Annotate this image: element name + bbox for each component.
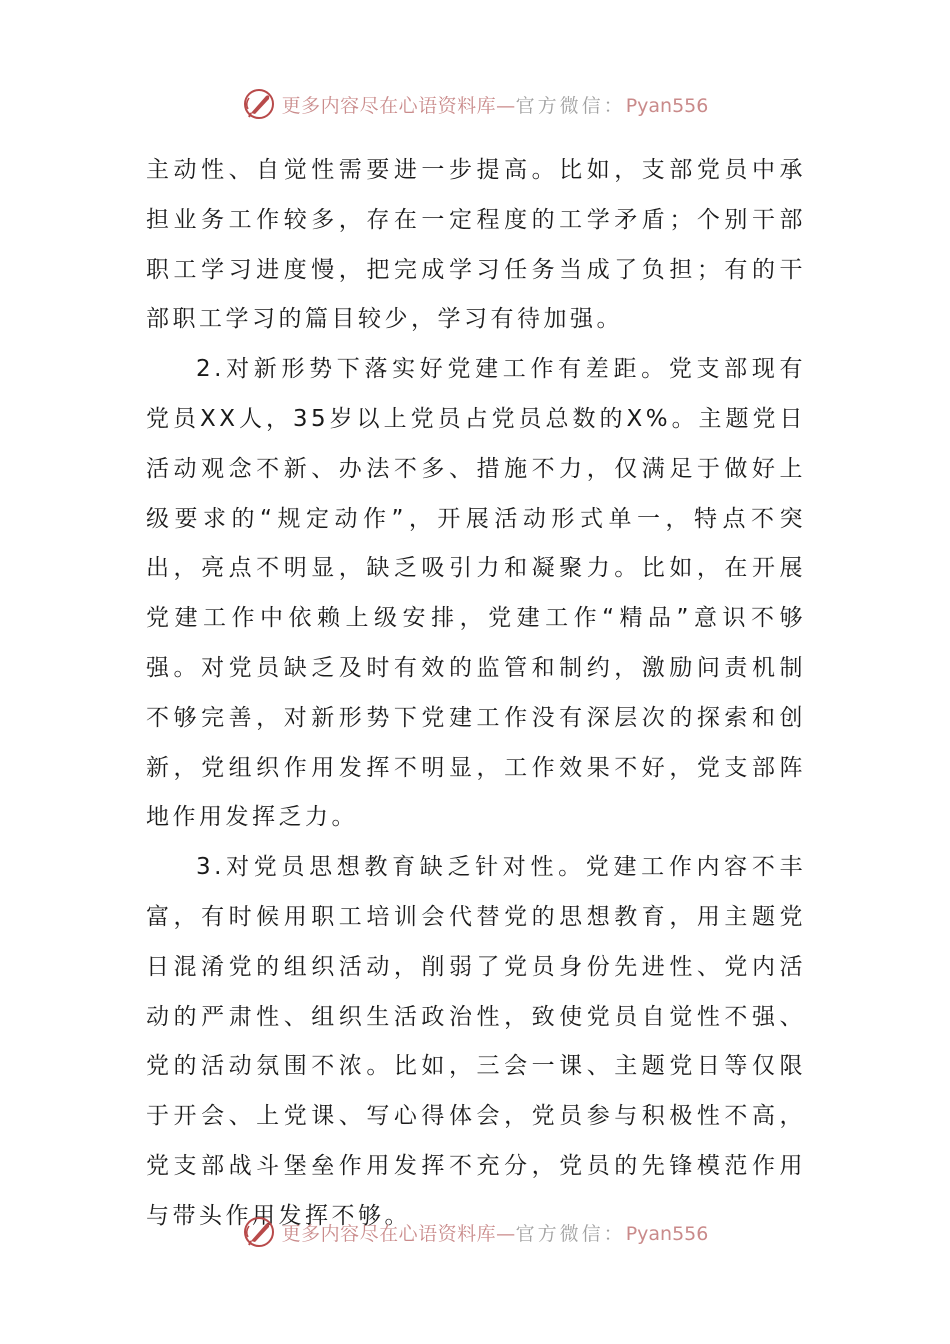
watermark-contact-id: Pyan556: [625, 94, 709, 117]
watermark-dash: —: [496, 1222, 516, 1245]
document-body: [146, 146, 806, 1242]
paragraph-2: 2.对新形势下落实好党建工作有差距。党支部现有党员XX人，35岁以上党员占党员总数的X%。主题党日活动观念不新、办法不多、措施不力，仅满足于做好上级要求的“规定动作”，开展活动形式单一，特点不突出，亮点不明显，缺乏吸引力和凝聚力。比如，在开展党建工作中依赖上级安排，党建工作“精品”意识不够强。对党员缺乏及时有效的监管和制约，激励问责机制不够完善，对新形势下党建工作没有深层次的探索和创新，党组织作用发挥不明显，工作效果不好，党支部阵地作用发挥乏力。: [146, 356, 806, 831]
paragraph-3: 3.对党员思想教育缺乏针对性。党建工作内容不丰富，有时候用职工培训会代替党的思想教育，用主题党日混淆党的组织活动，削弱了党员身份先进性、党内活动的严肃性、组织生活政治性，致使党员自觉性不强、党的活动氛围不浓。比如，三会一课、主题党日等仅限于开会、上党课、写心得体会，党员参与积极性不高，党支部战斗堡垒作用发挥不充分，党员的先锋模范作用与带头作用发挥不够。: [146, 854, 806, 1229]
watermark-contact-id: Pyan556: [625, 1222, 709, 1245]
watermark-text: [282, 91, 709, 118]
watermark-text: [282, 1219, 709, 1246]
quill-pen-logo-icon: [242, 1215, 276, 1249]
watermark-dash: —: [496, 94, 516, 117]
watermark-brand: 更多内容尽在心语资料库: [281, 1222, 497, 1245]
quill-pen-logo-icon: [242, 87, 276, 121]
paragraph-1: 主动性、自觉性需要进一步提高。比如，支部党员中承担业务工作较多，存在一定程度的工学矛盾；个别干部职工学习进度慢，把完成学习任务当成了负担；有的干部职工学习的篇目较少，学习有待加强。: [146, 157, 806, 333]
watermark-contact-label: 官方微信：: [515, 94, 626, 117]
watermark-contact-label: 官方微信：: [515, 1222, 626, 1245]
header-watermark: [0, 84, 950, 124]
footer-watermark: [0, 1212, 950, 1252]
watermark-brand: 更多内容尽在心语资料库: [281, 94, 497, 117]
